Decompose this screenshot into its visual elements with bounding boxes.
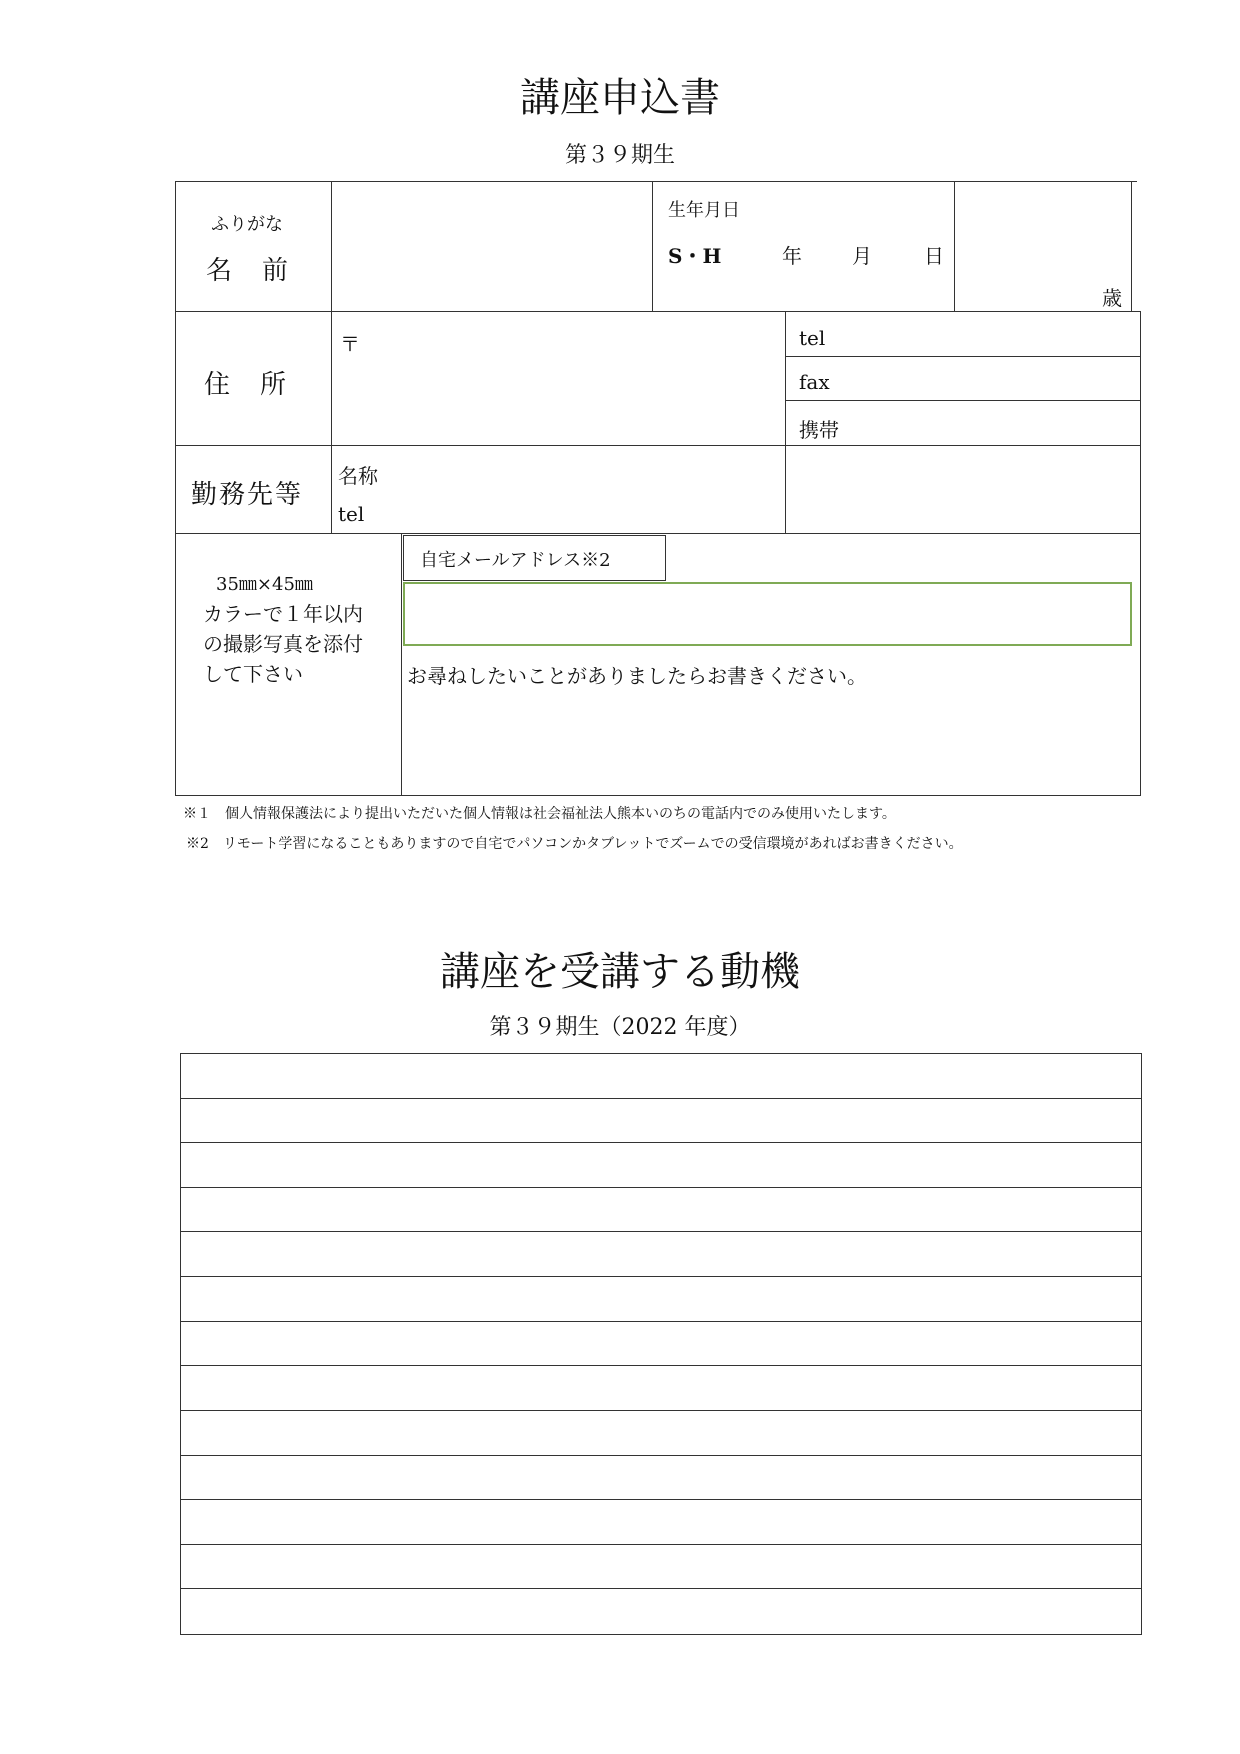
birth-month-unit: 月 [852, 244, 872, 268]
question-label: お尋ねしたいことがありましたらお書きください。 [407, 664, 867, 688]
note-privacy: ※１ 個人情報保護法により提出いただいた個人情報は社会福祉法人熊本いのちの電話内でのみ使用いたします。 [183, 806, 896, 822]
motivation-rule-line [180, 1142, 1142, 1143]
form-title: 講座申込書 [520, 75, 720, 121]
motivation-rule-line [180, 1544, 1142, 1545]
motivation-rule-line [180, 1588, 1142, 1589]
motivation-box [180, 1053, 1142, 1635]
tel-label: tel [799, 326, 826, 350]
motivation-rule-line [180, 1098, 1142, 1099]
postal-mark: 〒 [340, 332, 360, 356]
work-label: 勤務先等 [191, 480, 304, 510]
motivation-rule-line [180, 1410, 1142, 1411]
photo-instruction-3: して下さい [203, 662, 303, 686]
motivation-rule-line [180, 1321, 1142, 1322]
question-field[interactable] [402, 690, 1140, 794]
birth-era: S・H [668, 244, 722, 268]
motivation-title: 講座を受講する動機 [440, 949, 800, 995]
motivation-rule-line [180, 1499, 1142, 1500]
age-label: 歳 [1102, 286, 1122, 310]
furigana-label: ふりがな [211, 214, 283, 235]
address-field[interactable] [332, 312, 785, 445]
form-term: 第３９期生 [564, 143, 675, 168]
photo-instruction-2: の撮影写真を添付 [203, 632, 363, 656]
motivation-rule-line [180, 1231, 1142, 1232]
email-input[interactable] [403, 582, 1132, 646]
email-label: 自宅メールアドレス※2 [403, 535, 666, 581]
work-tel-label: tel [338, 502, 365, 526]
motivation-rule-line [180, 1276, 1142, 1277]
motivation-rule-line [180, 1365, 1142, 1366]
birth-label: 生年月日 [668, 200, 740, 221]
birth-day-unit: 日 [924, 244, 944, 268]
work-name-label: 名称 [338, 464, 378, 488]
motivation-writing-area[interactable] [180, 1053, 1142, 1635]
motivation-rule-line [180, 1187, 1142, 1188]
name-field[interactable] [332, 182, 652, 311]
address-label: 住 所 [204, 370, 289, 400]
motivation-term: 第３９期生（2022 年度） [489, 1015, 751, 1040]
work-extra-field[interactable] [786, 446, 1140, 533]
birth-year-unit: 年 [782, 244, 802, 268]
fax-label: fax [799, 370, 830, 394]
mobile-label: 携帯 [799, 418, 839, 442]
motivation-rule-line [180, 1455, 1142, 1456]
name-label: 名 前 [206, 256, 291, 286]
photo-instruction-1: カラーで１年以内 [203, 602, 363, 626]
note-remote: ※2 リモート学習になることもありますので自宅でパソコンかタブレットでズームでの受信環境があればお書きください。 [186, 836, 963, 852]
photo-size: 35㎜×45㎜ [216, 574, 313, 595]
